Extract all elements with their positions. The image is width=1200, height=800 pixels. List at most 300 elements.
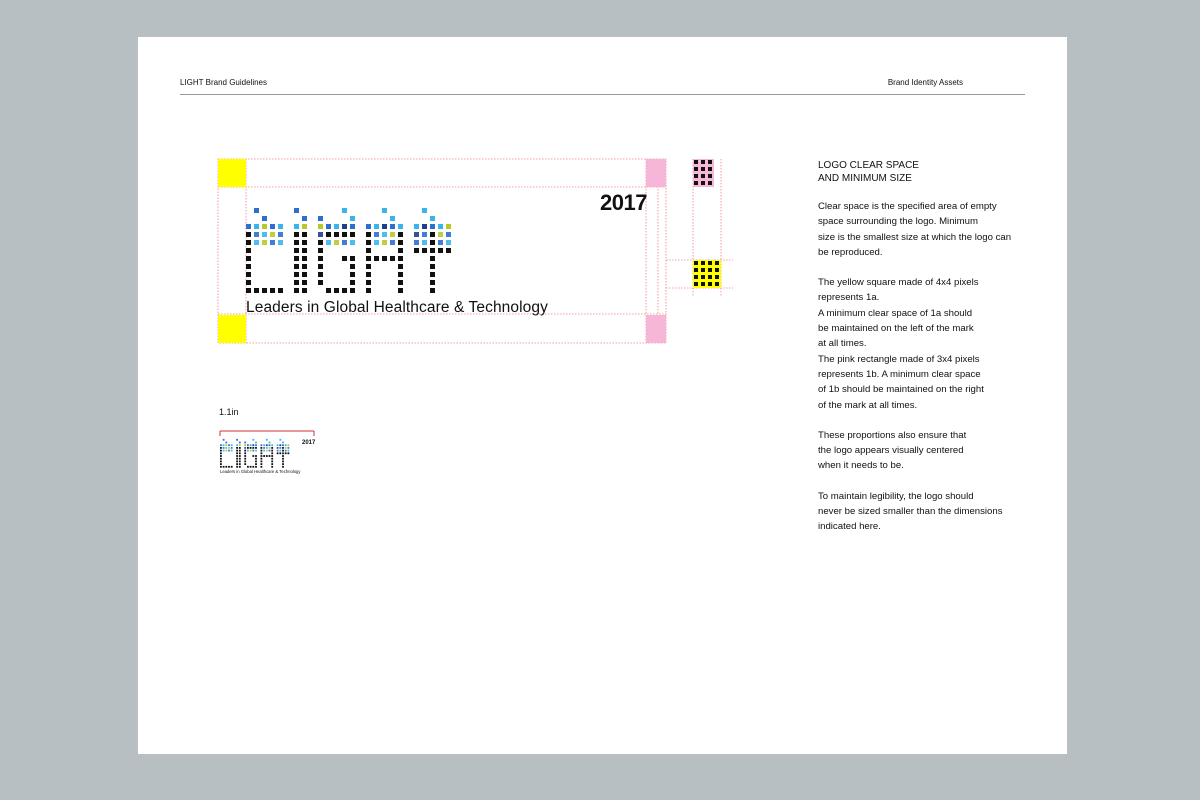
logo-dot <box>318 272 323 277</box>
logo-accent-dot <box>228 444 230 446</box>
logo-dot <box>252 447 254 449</box>
unit-pixel <box>708 261 712 265</box>
logo-dot <box>294 272 299 277</box>
logo-dot <box>277 447 279 449</box>
logo-dot <box>266 447 268 449</box>
logo-accent-dot <box>398 224 403 229</box>
logo-dot <box>263 455 265 457</box>
logo-tagline: Leaders in Global Healthcare & Technology <box>246 299 548 316</box>
logo-dot <box>220 455 222 457</box>
logo-dot <box>269 447 271 449</box>
logo-dot <box>231 447 233 449</box>
logo-accent-dot <box>438 224 443 229</box>
logo-accent-dot <box>279 444 281 446</box>
logo-accent-dot <box>422 224 427 229</box>
logo-accent-dot <box>266 439 268 441</box>
logo-dot <box>220 466 222 468</box>
logo-dot <box>236 463 238 465</box>
logo-dot <box>446 248 451 253</box>
logo-dot <box>246 256 251 261</box>
logo-dot <box>236 455 238 457</box>
logo-dot <box>254 232 259 237</box>
logo-dot <box>269 455 271 457</box>
unit-pixel <box>694 160 698 164</box>
logo-dot <box>271 461 273 463</box>
logo-dot <box>366 288 371 293</box>
logo-dot <box>255 458 257 460</box>
logo-dot <box>239 452 241 454</box>
logo-dot <box>228 450 230 452</box>
logo-dot <box>438 232 443 237</box>
logo-dot <box>220 452 222 454</box>
logo-dot <box>282 452 284 454</box>
logo-dot <box>366 232 371 237</box>
small-logo-tagline: Leaders in Global Healthcare & Technology <box>220 469 301 474</box>
logo-dot <box>318 280 323 285</box>
pink-rect-top <box>646 159 666 187</box>
document-title: LIGHT Brand Guidelines <box>180 78 268 87</box>
logo-dot <box>398 288 403 293</box>
unit-pixel <box>694 174 698 178</box>
logo-accent-dot <box>342 224 347 229</box>
logo-accent-dot <box>282 444 284 446</box>
logo-accent-dot <box>366 224 371 229</box>
logo-dot-mark-small <box>220 439 289 468</box>
logo-dot <box>270 288 275 293</box>
logo-accent-dot <box>294 224 299 229</box>
logo-dot <box>318 232 323 237</box>
logo-accent-dot <box>250 444 252 446</box>
logo-accent-dot <box>254 224 259 229</box>
logo-accent-dot <box>288 444 290 446</box>
logo-dot <box>294 248 299 253</box>
logo-dot <box>390 232 395 237</box>
logo-dot <box>446 240 451 245</box>
logo-dot <box>430 240 435 245</box>
pink-unit-sample <box>693 159 714 187</box>
unit-pixel <box>701 282 705 286</box>
logo-dot <box>342 240 347 245</box>
description-column <box>818 159 1038 550</box>
unit-pixel <box>708 167 712 171</box>
logo-dot <box>225 447 227 449</box>
logo-dot <box>334 288 339 293</box>
logo-dot <box>266 455 268 457</box>
logo-dot <box>414 240 419 245</box>
logo-accent-dot <box>350 216 355 221</box>
logo-dot <box>250 466 252 468</box>
logo-dot <box>246 288 251 293</box>
logo-accent-dot <box>446 224 451 229</box>
logo-dot <box>244 452 246 454</box>
logo-dot <box>430 232 435 237</box>
logo-dot <box>239 455 241 457</box>
logo-dot <box>342 288 347 293</box>
unit-pixel <box>694 181 698 185</box>
logo-dot <box>302 232 307 237</box>
logo-dot <box>244 463 246 465</box>
logo-dot <box>271 466 273 468</box>
logo-dot <box>254 288 259 293</box>
logo-dot <box>279 447 281 449</box>
logo-dot <box>271 458 273 460</box>
logo-accent-dot <box>278 224 283 229</box>
logo-dot <box>252 455 254 457</box>
logo-dot <box>374 240 379 245</box>
logo-dot <box>282 466 284 468</box>
yellow-square-top <box>218 159 246 187</box>
logo-accent-dot <box>252 444 254 446</box>
min-size-label: 1.1in <box>219 407 239 417</box>
logo-dot <box>271 447 273 449</box>
small-logo-year: 2017 <box>302 440 316 446</box>
logo-dot <box>220 447 222 449</box>
logo-dot <box>366 272 371 277</box>
logo-dot <box>318 264 323 269</box>
paragraph-centering: These proportions also ensure that the logo appears visually centered when it needs to be. <box>818 429 967 472</box>
logo-dot <box>271 455 273 457</box>
unit-pixel <box>701 160 705 164</box>
logo-accent-dot <box>223 439 225 441</box>
unit-pixel <box>708 275 712 279</box>
logo-dot <box>342 232 347 237</box>
logo-dot <box>350 240 355 245</box>
logo-dot <box>261 450 263 452</box>
logo-dot <box>282 461 284 463</box>
logo-dot <box>225 450 227 452</box>
logo-dot <box>288 447 290 449</box>
logo-dot <box>285 450 287 452</box>
logo-dot <box>239 463 241 465</box>
logo-dot <box>446 232 451 237</box>
logo-dot <box>398 272 403 277</box>
logo-accent-dot <box>282 442 284 444</box>
logo-dot <box>366 280 371 285</box>
unit-pixel <box>701 261 705 265</box>
logo-dot <box>236 466 238 468</box>
logo-dot <box>366 264 371 269</box>
logo-dot <box>255 466 257 468</box>
logo-dot <box>350 288 355 293</box>
logo-dot <box>261 455 263 457</box>
logo-dot <box>430 248 435 253</box>
logo-dot <box>254 240 259 245</box>
logo-dot <box>422 232 427 237</box>
logo-dot <box>438 248 443 253</box>
logo-dot <box>236 447 238 449</box>
logo-dot <box>278 288 283 293</box>
logo-dot <box>382 232 387 237</box>
logo-dot <box>285 447 287 449</box>
logo-dot <box>236 450 238 452</box>
logo-dot <box>326 288 331 293</box>
logo-dot <box>220 461 222 463</box>
logo-accent-dot <box>225 444 227 446</box>
logo-dot <box>342 256 347 261</box>
logo-dot <box>422 248 427 253</box>
logo-dot <box>247 447 249 449</box>
logo-accent-dot <box>266 444 268 446</box>
logo-accent-dot <box>236 444 238 446</box>
logo-dot <box>302 256 307 261</box>
logo-dot <box>294 240 299 245</box>
logo-dot <box>282 463 284 465</box>
logo-accent-dot <box>294 208 299 213</box>
unit-pixel <box>694 275 698 279</box>
logo-dot <box>350 232 355 237</box>
logo-dot <box>294 256 299 261</box>
logo-dot <box>223 450 225 452</box>
logo-dot <box>277 452 279 454</box>
logo-accent-dot <box>414 224 419 229</box>
heading-line-2: AND MINIMUM SIZE <box>818 173 912 184</box>
logo-dot <box>278 232 283 237</box>
unit-pixel <box>715 282 719 286</box>
logo-dot <box>282 447 284 449</box>
logo-dot <box>231 450 233 452</box>
logo-dot <box>239 447 241 449</box>
logo-dot <box>269 450 271 452</box>
logo-dot <box>246 272 251 277</box>
logo-dot <box>262 232 267 237</box>
logo-accent-dot <box>255 444 257 446</box>
logo-dot <box>282 458 284 460</box>
logo-accent-dot <box>302 224 307 229</box>
logo-dot <box>263 447 265 449</box>
logo-dot <box>282 455 284 457</box>
logo-dot <box>247 466 249 468</box>
unit-pixel <box>708 282 712 286</box>
logo-dot <box>262 240 267 245</box>
unit-pixel <box>708 160 712 164</box>
logo-dot <box>279 450 281 452</box>
logo-dot <box>255 463 257 465</box>
logo-dot <box>294 264 299 269</box>
logo-dot <box>261 447 263 449</box>
logo-dot <box>250 450 252 452</box>
logo-dot <box>244 458 246 460</box>
logo-accent-dot <box>246 224 251 229</box>
logo-dot <box>334 232 339 237</box>
logo-dot <box>366 248 371 253</box>
logo-dot <box>252 450 254 452</box>
logo-dot <box>244 450 246 452</box>
logo-dot <box>236 458 238 460</box>
logo-dot <box>318 248 323 253</box>
logo-dot <box>294 280 299 285</box>
unit-pixel <box>694 268 698 272</box>
logo-dot <box>278 240 283 245</box>
logo-accent-dot <box>262 224 267 229</box>
logo-dot <box>390 240 395 245</box>
logo-accent-dot <box>269 444 271 446</box>
logo-accent-dot <box>326 224 331 229</box>
unit-pixel <box>708 181 712 185</box>
logo-dot <box>262 288 267 293</box>
logo-dot <box>302 280 307 285</box>
logo-dot <box>271 452 273 454</box>
logo-dot <box>430 280 435 285</box>
logo-dot <box>350 280 355 285</box>
logo-accent-dot <box>382 224 387 229</box>
logo-dot <box>302 240 307 245</box>
logo-accent-dot <box>374 224 379 229</box>
logo-dot <box>223 447 225 449</box>
logo-dot <box>350 264 355 269</box>
logo-dot <box>438 240 443 245</box>
logo-dot <box>277 450 279 452</box>
unit-pixel <box>694 261 698 265</box>
logo-accent-dot <box>350 224 355 229</box>
logo-dot <box>366 240 371 245</box>
logo-dot <box>318 256 323 261</box>
logo-dot <box>228 447 230 449</box>
logo-dot <box>302 248 307 253</box>
yellow-square-bottom <box>218 315 246 343</box>
logo-dot <box>266 450 268 452</box>
logo-dot <box>390 256 395 261</box>
unit-pixel <box>715 261 719 265</box>
logo-dot <box>398 256 403 261</box>
logo-dot-mark <box>246 208 451 293</box>
logo-dot <box>255 455 257 457</box>
logo-accent-dot <box>239 442 241 444</box>
logo-dot <box>430 264 435 269</box>
logo-dot <box>366 256 371 261</box>
logo-accent-dot <box>390 224 395 229</box>
logo-accent-dot <box>342 208 347 213</box>
logo-dot <box>231 466 233 468</box>
logo-dot <box>246 248 251 253</box>
logo-accent-dot <box>430 224 435 229</box>
unit-pixel <box>701 275 705 279</box>
logo-dot <box>239 458 241 460</box>
logo-dot <box>270 240 275 245</box>
paragraph-units: The yellow square made of 4x4 pixels represents 1a. A minimum clear space of 1a should be maintained on the left of the mark at all times. The pink rectangle made of 3x4 pixels represents 1b. A minimum clear space of 1b should be maintained on the right of the mark at all times. <box>818 277 984 411</box>
min-size-bracket <box>220 431 314 436</box>
section-heading <box>818 159 1038 185</box>
unit-pixel <box>708 174 712 178</box>
logo-dot <box>398 232 403 237</box>
logo-dot <box>414 248 419 253</box>
logo-accent-dot <box>244 444 246 446</box>
logo-dot <box>398 280 403 285</box>
logo-accent-dot <box>261 444 263 446</box>
logo-dot <box>225 466 227 468</box>
logo-accent-dot <box>302 216 307 221</box>
logo-dot <box>430 256 435 261</box>
logo-dot <box>288 450 290 452</box>
logo-accent-dot <box>247 444 249 446</box>
logo-accent-dot <box>318 224 323 229</box>
logo-dot <box>318 240 323 245</box>
paragraph-definition: Clear space is the specified area of empty space surrounding the logo. Minimum size is the smallest size at which the logo can be reproduced. <box>818 201 1012 258</box>
logo-dot <box>271 450 273 452</box>
logo-dot <box>220 458 222 460</box>
logo-dot <box>255 461 257 463</box>
logo-accent-dot <box>271 444 273 446</box>
logo-dot <box>350 272 355 277</box>
logo-dot <box>430 288 435 293</box>
logo-dot <box>236 452 238 454</box>
logo-dot <box>294 232 299 237</box>
logo-dot <box>223 466 225 468</box>
logo-accent-dot <box>390 216 395 221</box>
paragraph-legibility: To maintain legibility, the logo should never be sized smaller than the dimensions indicated here. <box>818 490 1003 533</box>
logo-dot <box>288 452 290 454</box>
logo-dot <box>382 240 387 245</box>
logo-dot <box>263 450 265 452</box>
logo-dot <box>414 232 419 237</box>
logo-accent-dot <box>285 444 287 446</box>
logo-accent-dot <box>255 442 257 444</box>
logo-dot <box>247 450 249 452</box>
logo-dot <box>282 450 284 452</box>
logo-dot <box>302 288 307 293</box>
logo-dot <box>244 461 246 463</box>
logo-accent-dot <box>252 439 254 441</box>
logo-dot <box>228 466 230 468</box>
logo-accent-dot <box>225 442 227 444</box>
logo-dot <box>220 450 222 452</box>
logo-accent-dot <box>236 439 238 441</box>
logo-dot <box>246 240 251 245</box>
logo-dot <box>334 240 339 245</box>
logo-accent-dot <box>422 208 427 213</box>
logo-year: 2017 <box>600 190 647 215</box>
logo-dot <box>255 447 257 449</box>
logo-dot <box>294 288 299 293</box>
logo-dot <box>236 461 238 463</box>
logo-dot <box>271 463 273 465</box>
logo-accent-dot <box>334 224 339 229</box>
logo-dot <box>246 232 251 237</box>
yellow-unit-sample <box>693 260 721 288</box>
logo-dot <box>255 450 257 452</box>
logo-dot <box>422 240 427 245</box>
unit-pixel <box>715 268 719 272</box>
logo-dot <box>270 232 275 237</box>
pink-rect-bottom <box>646 315 666 343</box>
logo-dot <box>398 248 403 253</box>
logo-dot <box>246 264 251 269</box>
logo-accent-dot <box>244 442 246 444</box>
logo-dot <box>302 272 307 277</box>
logo-dot <box>430 272 435 277</box>
logo-dot <box>261 463 263 465</box>
logo-dot <box>261 466 263 468</box>
logo-dot <box>326 240 331 245</box>
logo-accent-dot <box>382 208 387 213</box>
logo-dot <box>252 466 254 468</box>
logo-dot <box>374 256 379 261</box>
logo-accent-dot <box>277 444 279 446</box>
unit-pixel <box>701 174 705 178</box>
logo-dot <box>220 463 222 465</box>
heading-line-1: LOGO CLEAR SPACE <box>818 160 919 171</box>
unit-pixel <box>701 268 705 272</box>
logo-dot <box>239 461 241 463</box>
logo-dot <box>398 240 403 245</box>
logo-accent-dot <box>254 208 259 213</box>
logo-dot <box>382 256 387 261</box>
logo-dot <box>350 256 355 261</box>
unit-pixel <box>701 181 705 185</box>
logo-dot <box>261 461 263 463</box>
section-title: Brand Identity Assets <box>887 78 963 87</box>
logo-accent-dot <box>430 216 435 221</box>
logo-accent-dot <box>269 442 271 444</box>
